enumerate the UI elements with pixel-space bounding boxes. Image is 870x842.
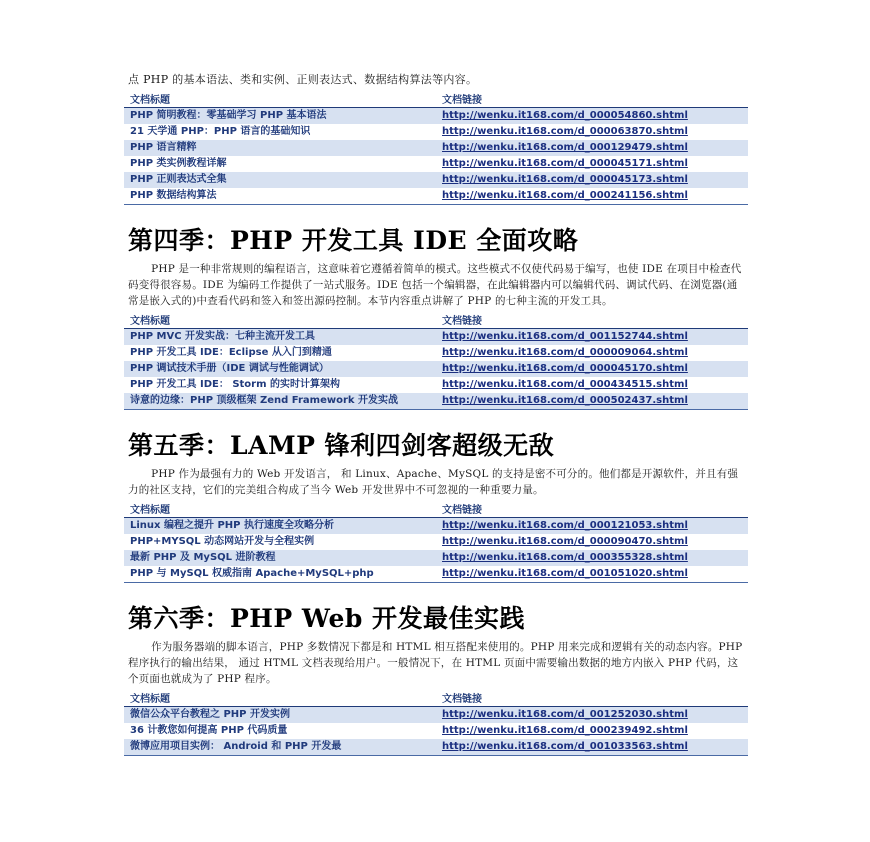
table-header-row [124, 90, 748, 108]
document-title-cell: PHP 与 MySQL 权威指南 Apache+MySQL+php [124, 566, 436, 583]
section-paragraph: PHP 是一种非常规则的编程语言，这意味着它遵循着简单的模式。这些模式不仅使代码易于编写，也使 IDE 在项目中检查代码变得很容易。IDE 为编码工作提供了一站式服务。IDE 包括一个编辑器，在此编辑器内可以编辑代码、调试代码、在浏览器(通常是嵌入式的)中查看代码和签入和签出源码控制。本节内容重点讲解了 PHP 的七种主流的开发工具。 [128, 263, 742, 307]
document-title-cell: 微博应用项目实例： Android 和 PHP 开发最 [124, 739, 436, 756]
document-link[interactable]: http://wenku.it168.com/d_001033563.shtml [436, 739, 748, 756]
document-title-cell: PHP 类实例教程详解 [124, 156, 436, 172]
document-title-cell: Linux 编程之提升 PHP 执行速度全攻略分析 [124, 518, 436, 535]
document-table [124, 500, 748, 583]
document-link[interactable]: http://wenku.it168.com/d_000129479.shtml [436, 140, 748, 156]
document-link[interactable]: http://wenku.it168.com/d_000502437.shtml [436, 393, 748, 410]
section-heading: 第五季：LAMP 锋利四剑客超级无敌 [128, 431, 555, 460]
table-row [124, 534, 748, 550]
document-link[interactable]: http://wenku.it168.com/d_000054860.shtml [436, 108, 748, 125]
table-row [124, 739, 748, 756]
document-title-cell: PHP 语言精粹 [124, 140, 436, 156]
document-title-cell: 21 天学通 PHP：PHP 语言的基础知识 [124, 124, 436, 140]
table-row [124, 124, 748, 140]
table-row [124, 172, 748, 188]
document-link[interactable]: http://wenku.it168.com/d_001252030.shtml [436, 707, 748, 724]
document-link[interactable]: http://wenku.it168.com/d_000063870.shtml [436, 124, 748, 140]
column-header-link: 文档链接 [436, 689, 748, 707]
document-link[interactable]: http://wenku.it168.com/d_001051020.shtml [436, 566, 748, 583]
table-row [124, 140, 748, 156]
section-paragraph: 作为服务器端的脚本语言，PHP 多数情况下都是和 HTML 相互搭配来使用的。PHP 用来完成和逻辑有关的动态内容。PHP 程序执行的输出结果， 通过 HTML 文档表现给用户。一般情况下，在 HTML 页面中需要输出数据的地方内嵌入 PHP 代码，这个页面也就成为了 PHP 程序。 [128, 641, 743, 685]
document-link[interactable]: http://wenku.it168.com/d_000241156.shtml [436, 188, 748, 205]
table-row [124, 361, 748, 377]
table-row [124, 566, 748, 583]
document-title-cell: 诗意的边缘：PHP 顶级框架 Zend Framework 开发实战 [124, 393, 436, 410]
document-link[interactable]: http://wenku.it168.com/d_000121053.shtml [436, 518, 748, 535]
document-title-cell: PHP 开发工具 IDE：Eclipse 从入门到精通 [124, 345, 436, 361]
document-link[interactable]: http://wenku.it168.com/d_000045173.shtml [436, 172, 748, 188]
column-header-title: 文档标题 [124, 311, 436, 329]
table-row [124, 188, 748, 205]
table-row [124, 550, 748, 566]
column-header-title: 文档标题 [124, 90, 436, 108]
column-header-title: 文档标题 [124, 689, 436, 707]
document-title-cell: PHP 调试技术手册（IDE 调试与性能调试） [124, 361, 436, 377]
table-row [124, 156, 748, 172]
document-title-cell: PHP 正则表达式全集 [124, 172, 436, 188]
document-table [124, 90, 748, 205]
sections-container [124, 90, 748, 756]
document-link[interactable]: http://wenku.it168.com/d_000355328.shtml [436, 550, 748, 566]
section-heading: 第六季：PHP Web 开发最佳实践 [128, 604, 526, 633]
table-row [124, 329, 748, 346]
document-table [124, 311, 748, 410]
column-header-link: 文档链接 [436, 311, 748, 329]
document-link[interactable]: http://wenku.it168.com/d_000090470.shtml [436, 534, 748, 550]
document-title-cell: PHP+MYSQL 动态网站开发与全程实例 [124, 534, 436, 550]
document-link[interactable]: http://wenku.it168.com/d_000239492.shtml [436, 723, 748, 739]
document-title-cell: 36 计教您如何提高 PHP 代码质量 [124, 723, 436, 739]
table-row [124, 393, 748, 410]
column-header-title: 文档标题 [124, 500, 436, 518]
table-row [124, 377, 748, 393]
column-header-link: 文档链接 [436, 90, 748, 108]
table-row [124, 723, 748, 739]
document-link[interactable]: http://wenku.it168.com/d_000045170.shtml [436, 361, 748, 377]
document-title-cell: 最新 PHP 及 MySQL 进阶教程 [124, 550, 436, 566]
document-title-cell: PHP MVC 开发实战：七种主流开发工具 [124, 329, 436, 346]
section-paragraph: PHP 作为最强有力的 Web 开发语言， 和 Linux、Apache、MySQL 的支持是密不可分的。他们都是开源软件，并且有强力的社区支持，它们的完美组合构成了当今 Web 开发世界中不可忽视的一种重要力量。 [128, 468, 739, 496]
document-title-cell: PHP 开发工具 IDE： Storm 的实时计算架构 [124, 377, 436, 393]
column-header-link: 文档链接 [436, 500, 748, 518]
table-header-row [124, 500, 748, 518]
document-link[interactable]: http://wenku.it168.com/d_000434515.shtml [436, 377, 748, 393]
document-page [124, 72, 748, 756]
table-row [124, 345, 748, 361]
document-link[interactable]: http://wenku.it168.com/d_000009064.shtml [436, 345, 748, 361]
table-header-row [124, 689, 748, 707]
document-title-cell: PHP 数据结构算法 [124, 188, 436, 205]
document-link[interactable]: http://wenku.it168.com/d_000045171.shtml [436, 156, 748, 172]
document-table [124, 689, 748, 756]
document-title-cell: PHP 简明教程：零基础学习 PHP 基本语法 [124, 108, 436, 125]
table-row [124, 108, 748, 125]
table-header-row [124, 311, 748, 329]
intro-text: 点 PHP 的基本语法、类和实例、正则表达式、数据结构算法等内容。 [128, 73, 478, 86]
section-heading: 第四季：PHP 开发工具 IDE 全面攻略 [128, 226, 579, 255]
table-row [124, 518, 748, 535]
document-link[interactable]: http://wenku.it168.com/d_001152744.shtml [436, 329, 748, 346]
document-title-cell: 微信公众平台教程之 PHP 开发实例 [124, 707, 436, 724]
table-row [124, 707, 748, 724]
